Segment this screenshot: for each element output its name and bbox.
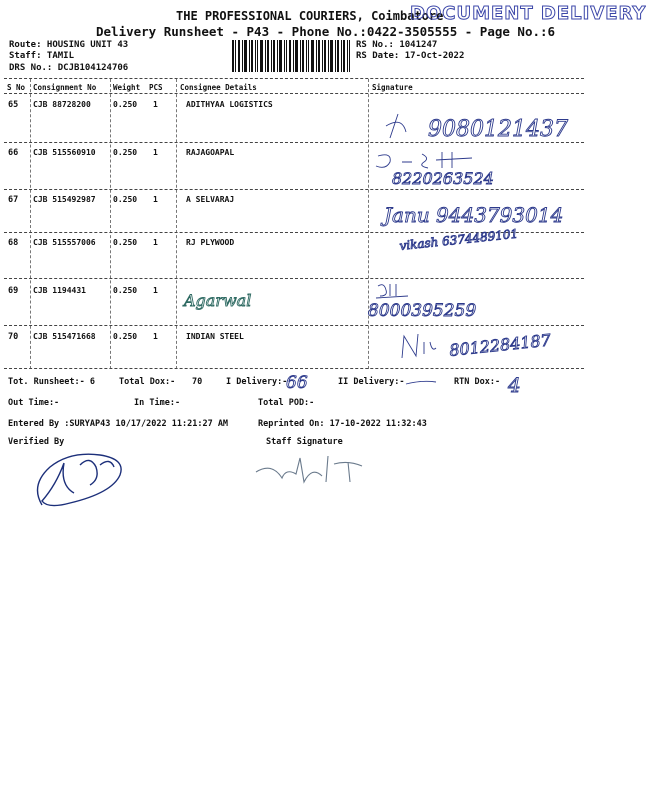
ii-delivery-label: II Delivery:- — [338, 377, 405, 387]
row-signature — [396, 326, 596, 366]
row-consignment: CJB 515557006 — [33, 238, 96, 247]
table-top-rule — [4, 78, 584, 79]
row-sno: 65 — [8, 100, 19, 110]
row-weight: 0.250 — [113, 332, 138, 341]
row-consignment: CJB 88728200 — [33, 100, 91, 109]
row-consignee: RAJAGOAPAL — [186, 148, 235, 157]
reprinted-on: Reprinted On: 17-10-2022 11:32:43 — [258, 419, 427, 429]
rtn-dox-label: RTN Dox:- — [454, 377, 501, 387]
row-signature — [368, 280, 528, 320]
row-rule — [4, 278, 584, 279]
row-weight: 0.250 — [113, 195, 138, 204]
rtn-dox-handwritten — [506, 368, 536, 404]
col-header-pcs: PCS — [149, 83, 163, 92]
svg-text:Janu 9443793014: Janu 9443793014 — [384, 203, 564, 227]
row-pcs: 1 — [153, 148, 158, 157]
svg-text:8220263524: 8220263524 — [392, 169, 494, 188]
verified-by-label: Verified By — [8, 437, 65, 447]
col-header-sno: S No — [7, 83, 26, 92]
rs-date: RS Date: 17-Oct-2022 — [356, 51, 465, 61]
svg-text:9080121437: 9080121437 — [428, 117, 568, 142]
row-pcs: 1 — [153, 195, 158, 204]
svg-text:vikash 6374489101: vikash 6374489101 — [398, 226, 519, 253]
row-consignment: CJB 515492987 — [33, 195, 96, 204]
row-consignee: INDIAN STEEL — [186, 332, 244, 341]
staff-signature-label: Staff Signature — [266, 437, 343, 447]
row-signature — [398, 226, 520, 274]
total-pod-label: Total POD:- — [258, 398, 315, 408]
row-consignment: CJB 1194431 — [33, 286, 86, 295]
row-weight: 0.250 — [113, 148, 138, 157]
col-header-weight: Weight — [113, 83, 141, 92]
route-label: Route: HOUSING UNIT 43 — [9, 40, 129, 50]
row-sno: 69 — [8, 286, 19, 296]
rs-number: RS No.: 1041247 — [356, 40, 438, 50]
row-weight: 0.250 — [113, 238, 138, 247]
row-sno: 66 — [8, 148, 19, 158]
entered-by: Entered By :SURYAP43 10/17/2022 11:21:27 AM — [8, 419, 229, 429]
i-delivery-handwritten — [284, 368, 324, 394]
row-sno: 68 — [8, 238, 19, 248]
row-pcs: 1 — [153, 238, 158, 247]
row-rule — [4, 189, 584, 190]
header-bottom-rule — [4, 93, 584, 94]
row-rule — [4, 142, 584, 143]
document-delivery-stamp: DOCUMENT DELIVERY — [410, 3, 646, 24]
runsheet-title: Delivery Runsheet - P43 - Phone No.:0422-3505555 - Page No.:6 — [96, 24, 556, 39]
row-consignee-handwritten — [182, 288, 292, 314]
svg-text:Agarwal: Agarwal — [184, 291, 252, 310]
svg-text:4: 4 — [508, 373, 521, 397]
total-dox-value: 70 — [192, 377, 203, 387]
staff-label: Staff: TAMIL — [9, 51, 75, 61]
row-pcs: 1 — [153, 286, 158, 295]
row-pcs: 1 — [153, 332, 158, 341]
row-consignment: CJB 515471668 — [33, 332, 96, 341]
row-consignee: A SELVARAJ — [186, 195, 235, 204]
ii-delivery-dash — [404, 376, 444, 388]
in-time-label: In Time:- — [134, 398, 181, 408]
row-weight: 0.250 — [113, 286, 138, 295]
row-consignee: ADITHYAA LOGISTICS — [186, 100, 273, 109]
row-signature — [384, 196, 594, 230]
row-signature — [380, 110, 580, 144]
row-weight: 0.250 — [113, 100, 138, 109]
col-header-consignment: Consignment No — [33, 83, 97, 92]
row-signature — [372, 148, 572, 188]
i-delivery-label: I Delivery:- — [226, 377, 288, 387]
drs-number: DRS No.: DCJB104124706 — [9, 63, 129, 73]
row-sno: 67 — [8, 195, 19, 205]
staff-signature-image — [252, 448, 382, 494]
verified-signature-image — [30, 445, 140, 515]
svg-text:66: 66 — [286, 373, 308, 393]
row-pcs: 1 — [153, 100, 158, 109]
row-sno: 70 — [8, 332, 19, 342]
col-header-consignee: Consignee Details — [180, 83, 257, 92]
barcode-image — [232, 40, 350, 72]
svg-text:8000395259: 8000395259 — [368, 301, 477, 321]
svg-text:8012284187: 8012284187 — [448, 330, 552, 360]
row-consignment: CJB 515560910 — [33, 148, 96, 157]
company-name: THE PROFESSIONAL COURIERS, Coimbatore — [176, 9, 444, 23]
row-consignee: RJ PLYWOOD — [186, 238, 235, 247]
total-dox-label: Total Dox:- — [119, 377, 176, 387]
col-header-signature: Signature — [372, 83, 413, 92]
out-time-label: Out Time:- — [8, 398, 60, 408]
total-runsheet: Tot. Runsheet:- 6 — [8, 377, 95, 387]
